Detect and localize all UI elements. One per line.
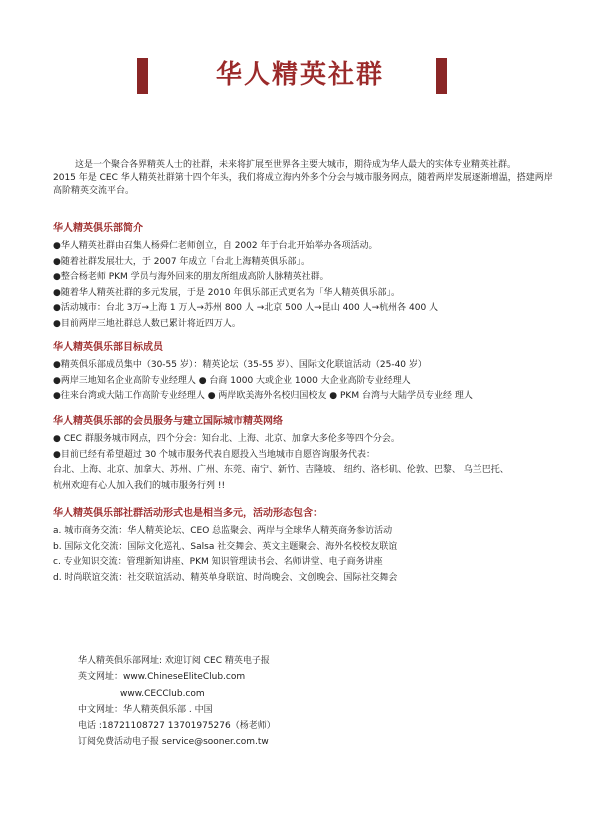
- section-title: 华人精英俱乐部目标成员: [53, 342, 163, 353]
- list-item: b. 国际文化交流：国际文化巡礼、Salsa 社交舞会、英文主题聚会、海外名校校友联谊: [53, 541, 398, 552]
- list-item: d. 时尚联谊交流：社交联谊活动、精英单身联谊、时尚晚会、文创晚会、国际社交舞会: [53, 572, 398, 583]
- list-item: ●华人精英社群由召集人杨舜仁老师创立，自 2002 年于台北开始举办各项活动。: [53, 241, 378, 251]
- list-item: ●两岸三地知名企业高阶专业经理人 ● 台商 1000 大或企业 1000 大企业高阶专业经理人: [53, 375, 411, 386]
- section-member-services: [53, 414, 553, 494]
- secondary-url[interactable]: www.CECClub.com: [120, 688, 205, 699]
- list-item: ●活动城市：台北 3万→上海 1 万人→苏州 800 人 →北京 500 人→昆山 400 人→杭州各 400 人: [53, 303, 439, 313]
- section-title: 华人精英俱乐部社群活动形式也是相当多元，活动形态包含：: [53, 508, 323, 519]
- list-item: ●目前两岸三地社群总人数已累计将近四万人。: [53, 318, 241, 329]
- list-item: ●往来台湾或大陆工作高阶专业经理人 ● 两岸欧美海外名校归国校友 ● PKM 台湾与大陆学员专业经 理人: [53, 391, 473, 401]
- contact-block: [78, 653, 498, 751]
- site-label: 华人精英俱乐部网址: 欢迎订阅 CEC 精英电子报: [78, 656, 270, 666]
- list-item: ●精英俱乐部成员集中（30-55 岁）：精英论坛（35-55 岁）、国际文化联谊活动（25-40 岁）: [53, 360, 427, 370]
- title-bar-right: [436, 58, 447, 94]
- section-introduction: [53, 221, 553, 332]
- phone-line: 电话 :18721108727 13701975276（杨老师）: [78, 721, 276, 732]
- intro-block: [53, 159, 553, 198]
- page-header: [0, 55, 600, 95]
- list-item: ● CEC 群服务城市网点，四个分会：知台北、上海、北京、加拿大多伦多等四个分会。: [53, 434, 400, 444]
- english-url[interactable]: 英文网址：www.ChineseEliteClub.com: [78, 672, 246, 683]
- list-item: c. 专业知识交流：管理新知讲座、PKM 知识管理读书会、名师讲堂、电子商务讲座: [53, 557, 383, 567]
- section-title: 华人精英俱乐部简介: [53, 223, 143, 234]
- intro-paragraph-2: 2015 年是 CEC 华人精英社群第十四个年头，我们将成立海内外多个分会与城市服务网点，随着两岸发展逐渐增温，搭建两岸高阶精英交流平台。: [53, 173, 553, 196]
- list-item: 杭州欢迎有心人加入我们的城市服务行列 !!: [53, 480, 226, 491]
- list-item: ●整合杨老师 PKM 学员与海外回来的朋友所组成高阶人脉精英社群。: [53, 272, 329, 282]
- intro-paragraph-1: 这是一个聚合各界精英人士的社群，未来将扩展至世界各主要大城市，期待成为华人最大的实体专业精英社群。: [75, 160, 517, 170]
- list-item: ●随着社群发展壮大，于 2007 年成立「台北上海精英俱乐部」。: [53, 256, 310, 267]
- section-title: 华人精英俱乐部的会员服务与建立国际城市精英网络: [53, 416, 283, 427]
- section-target-members: [53, 340, 553, 405]
- list-item: a. 城市商务交流：华人精英论坛、CEO 总监聚会、两岸与全球华人精英商务参访活动: [53, 526, 393, 536]
- section-activity-types: [53, 506, 553, 586]
- list-item: ●随着华人精英社群的多元发展，于是 2010 年俱乐部正式更名为「华人精英俱乐部」。: [53, 287, 400, 298]
- subscribe-email[interactable]: 订阅免费活动电子报 service@sooner.com.tw: [78, 737, 269, 748]
- page-title: 华人精英社群: [215, 60, 384, 90]
- list-item: ●目前已经有希望超过 30 个城市服务代表自愿投入当地城市自愿咨询服务代表：: [53, 449, 376, 460]
- list-item: 台北、上海、北京、加拿大、苏州、广州、东莞、南宁、新竹、吉隆坡、 纽约、洛杉矶、伦敦、巴黎、 乌兰巴托、: [53, 465, 509, 475]
- chinese-url[interactable]: 中文网址：华人精英俱乐部 . 中国: [78, 704, 213, 715]
